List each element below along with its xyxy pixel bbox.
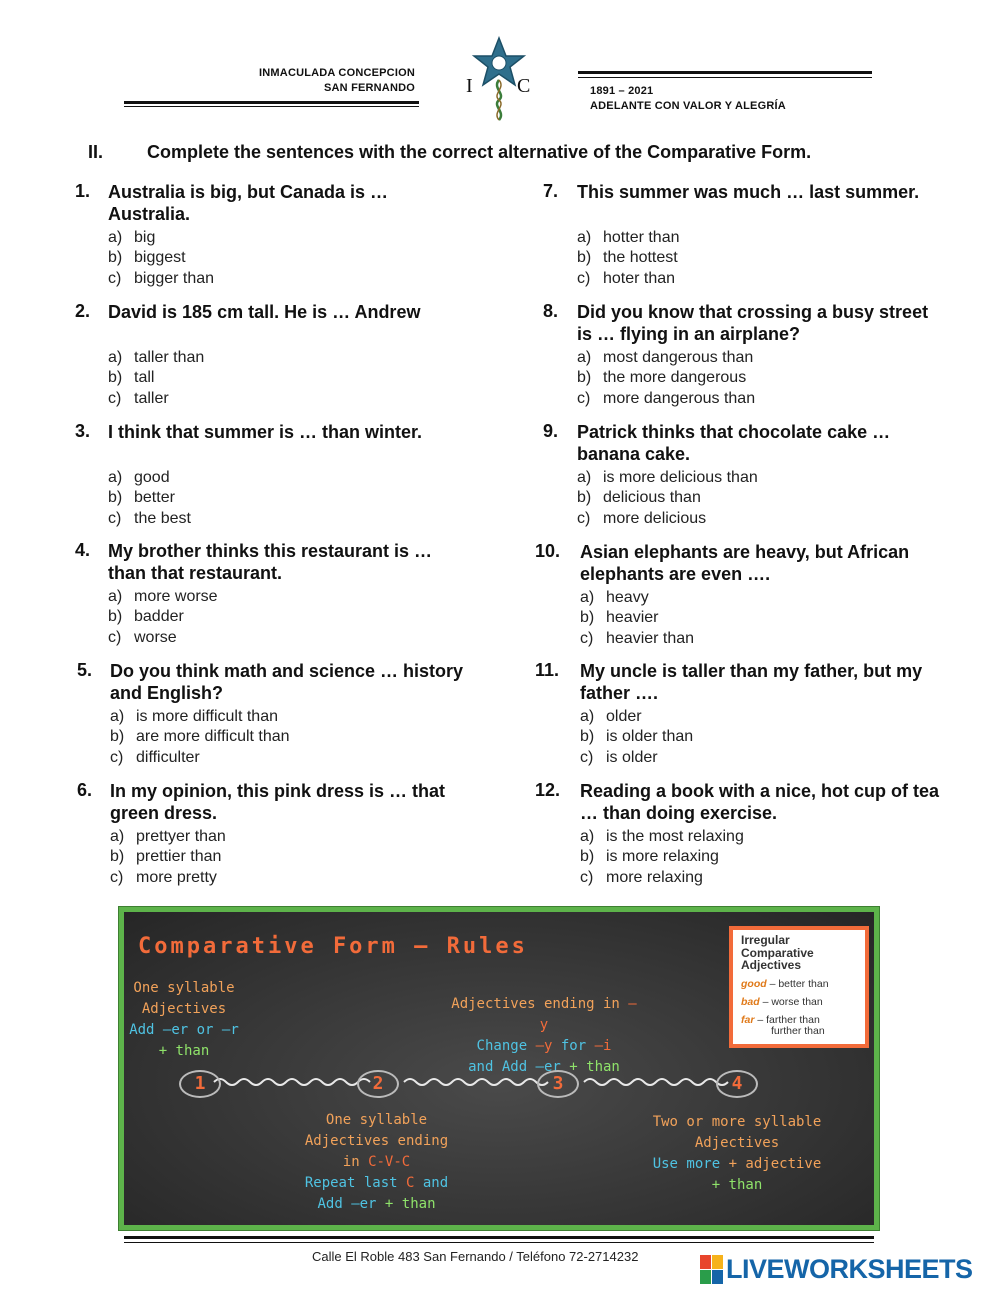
option-text: difficulter: [136, 748, 200, 766]
answer-option[interactable]: [580, 629, 694, 649]
answer-option[interactable]: [110, 868, 226, 888]
liveworksheets-logo-icon: [700, 1254, 724, 1286]
option-letter: b): [108, 369, 123, 387]
answer-options: [580, 588, 694, 649]
option-letter: c): [580, 868, 594, 886]
rule-4-line-1: Two or more syllable: [652, 1114, 822, 1130]
option-letter: c): [577, 509, 591, 527]
option-letter: b): [580, 848, 595, 866]
school-motto-block: [590, 84, 890, 114]
answer-options: [110, 707, 290, 768]
answer-option[interactable]: [108, 368, 204, 388]
answer-option[interactable]: [577, 269, 680, 289]
rule-4-than: + than: [711, 1177, 763, 1193]
option-letter: b): [108, 489, 123, 507]
option-text: more delicious: [603, 509, 707, 527]
step-1-badge: 1: [179, 1070, 221, 1098]
answer-option[interactable]: [577, 228, 680, 248]
answer-option[interactable]: [580, 748, 693, 768]
option-text: heavy: [606, 589, 649, 606]
option-letter: a): [108, 229, 123, 246]
option-text: better: [134, 489, 175, 507]
option-letter: c): [108, 389, 122, 407]
question-stem: Did you know that crossing a busy street is … flying in an airplane?: [577, 302, 929, 344]
school-name: [160, 66, 415, 96]
question-stem: Do you think math and science … history and English?: [110, 661, 464, 703]
option-text: more pretty: [136, 868, 217, 886]
answer-option[interactable]: [108, 488, 191, 508]
answer-option[interactable]: [577, 509, 758, 529]
option-letter: c): [580, 748, 594, 766]
answer-option[interactable]: [580, 707, 693, 727]
option-letter: b): [577, 249, 592, 267]
option-letter: a): [577, 469, 592, 486]
option-text: is more relaxing: [606, 848, 719, 866]
logo-letter-i: I: [466, 75, 473, 97]
school-logo: [462, 36, 536, 122]
rule-3-for: for: [552, 1038, 595, 1054]
answer-option[interactable]: [108, 607, 218, 627]
irregular-adjectives-box: [729, 926, 869, 1048]
option-text: delicious than: [603, 489, 701, 507]
question-number: 9.: [543, 421, 559, 441]
question-number: 8.: [543, 301, 559, 321]
option-text: hoter than: [603, 269, 676, 287]
answer-option[interactable]: [580, 827, 744, 847]
answer-option[interactable]: [580, 608, 694, 628]
footer-rule-thin: [124, 1242, 874, 1243]
rule-3-line-1: Adjectives ending in: [451, 996, 629, 1012]
option-text: heavier: [606, 609, 659, 627]
answer-options: [580, 827, 744, 888]
option-text: prettyer than: [136, 828, 226, 845]
option-text: are more difficult than: [136, 728, 290, 746]
answer-option[interactable]: [110, 707, 290, 727]
rule-2: [289, 1110, 464, 1215]
rule-1-line-3: Add –er or –r: [129, 1022, 239, 1038]
rule-2-cvc: C-V-C: [368, 1154, 411, 1170]
answer-option[interactable]: [108, 269, 214, 289]
answer-option[interactable]: [108, 248, 214, 268]
answer-option[interactable]: [577, 389, 755, 409]
option-letter: a): [110, 708, 125, 725]
answer-option[interactable]: [580, 847, 744, 867]
rule-2-line-1: One syllable: [325, 1112, 428, 1128]
answer-option[interactable]: [110, 847, 226, 867]
question-stem: Reading a book with a nice, hot cup of tea … than doing exercise.: [580, 781, 940, 823]
question-stem: In my opinion, this pink dress is … that green dress.: [110, 781, 446, 823]
option-letter: a): [108, 469, 123, 486]
rule-3-than: + than: [569, 1059, 620, 1075]
rule-3-i: –i: [594, 1038, 612, 1054]
rule-2-c: C: [406, 1175, 415, 1191]
answer-option[interactable]: [110, 727, 290, 747]
option-text: more dangerous than: [603, 389, 756, 407]
rule-3-y: –y: [535, 1038, 553, 1054]
footer-rule: [124, 1236, 874, 1239]
option-letter: c): [108, 628, 122, 646]
option-letter: b): [580, 728, 595, 746]
option-letter: c): [108, 269, 122, 287]
option-text: heavier than: [606, 629, 695, 647]
answer-option[interactable]: [580, 868, 744, 888]
option-text: most dangerous than: [603, 349, 754, 366]
option-letter: a): [580, 708, 595, 725]
step-2-badge: 2: [357, 1070, 399, 1098]
school-line-2: SAN FERNANDO: [323, 82, 415, 94]
question-number: 6.: [77, 780, 93, 800]
rule-2-add: Add –er: [317, 1196, 385, 1212]
rule-1-line-2: Adjectives: [141, 1001, 227, 1017]
rule-4: [642, 1112, 832, 1196]
option-text: the more dangerous: [603, 369, 747, 387]
option-text: worse: [134, 628, 177, 646]
header-rule-right-thin: [578, 77, 872, 78]
option-letter: c): [577, 269, 591, 287]
answer-option[interactable]: [580, 588, 694, 608]
option-text: taller: [134, 389, 169, 407]
rule-2-line-2: Adjectives ending: [304, 1133, 449, 1149]
rule-1-line-4: + than: [158, 1043, 210, 1059]
question-number: 7.: [543, 181, 559, 201]
answer-option[interactable]: [580, 727, 693, 747]
question-stem: Australia is big, but Canada is … Australia.: [108, 182, 389, 224]
answer-option[interactable]: [577, 348, 755, 368]
option-text: bigger than: [134, 269, 215, 287]
school-motto: ADELANTE CON VALOR Y ALEGRÍA: [590, 100, 786, 112]
question-number: 1.: [75, 181, 91, 201]
step-3-badge: 3: [537, 1070, 579, 1098]
answer-option[interactable]: [108, 228, 214, 248]
question-number: 11.: [535, 660, 560, 680]
section-instruction: Complete the sentences with the correct alternative of the Comparative Form.: [147, 142, 812, 162]
question-number: 5.: [77, 660, 93, 680]
option-text: is older: [606, 748, 658, 766]
answer-option[interactable]: [577, 368, 755, 388]
answer-option[interactable]: [108, 348, 204, 368]
option-letter: c): [110, 748, 124, 766]
question-stem: Asian elephants are heavy, but African elephants are even ….: [580, 542, 910, 584]
option-letter: b): [580, 609, 595, 627]
rule-3-add: and Add –er: [468, 1059, 570, 1075]
answer-options: [108, 228, 214, 289]
option-letter: a): [110, 828, 125, 845]
option-letter: b): [108, 608, 123, 626]
rule-2-and: and: [414, 1175, 449, 1191]
option-text: biggest: [134, 249, 186, 267]
option-text: the hottest: [603, 249, 678, 267]
option-letter: b): [110, 728, 125, 746]
school-address: Calle El Roble 483 San Fernando / Teléfono 72-2714232: [312, 1249, 639, 1264]
option-text: is the most relaxing: [606, 828, 744, 845]
option-text: good: [134, 469, 170, 486]
option-letter: b): [577, 369, 592, 387]
option-text: big: [134, 229, 156, 246]
rules-timeline: [164, 1062, 784, 1102]
rule-2-than: + than: [384, 1196, 436, 1212]
answer-option[interactable]: [108, 389, 204, 409]
rule-2-repeat: Repeat last: [304, 1175, 406, 1191]
rule-4-line-2: Adjectives: [694, 1135, 780, 1151]
option-letter: a): [108, 349, 123, 366]
option-letter: a): [577, 349, 592, 366]
option-text: the best: [134, 509, 191, 527]
option-text: is older than: [606, 728, 694, 746]
irregular-far: far – farther than: [741, 1013, 820, 1026]
question-stem: Patrick thinks that chocolate cake … banana cake.: [577, 422, 891, 464]
answer-options: [580, 707, 693, 768]
option-letter: c): [110, 868, 124, 886]
header-rule-left: [124, 101, 419, 104]
question-number: 4.: [75, 540, 91, 560]
option-letter: a): [577, 229, 592, 246]
option-text: prettier than: [136, 848, 222, 866]
option-text: more relaxing: [606, 868, 703, 886]
school-line-1: INMACULADA CONCEPCION: [259, 67, 415, 79]
rule-4-use-more: Use more: [652, 1156, 729, 1172]
irregular-title: Irregular Comparative Adjectives: [741, 933, 814, 972]
option-text: hotter than: [603, 229, 680, 246]
answer-options: [577, 228, 680, 289]
option-letter: c): [108, 509, 122, 527]
irregular-far-alt: further than: [771, 1024, 825, 1037]
answer-options: [110, 827, 226, 888]
answer-option[interactable]: [110, 748, 290, 768]
comparative-rules-board: [119, 907, 879, 1230]
question-number: 12.: [535, 780, 561, 800]
answer-option[interactable]: [110, 827, 226, 847]
option-text: is more difficult than: [136, 708, 278, 725]
answer-option[interactable]: [577, 468, 758, 488]
question-number: 2.: [75, 301, 91, 321]
option-text: more worse: [134, 588, 218, 605]
rule-3-suffix-y: –y: [539, 996, 637, 1033]
header-rule-left-thin: [124, 106, 419, 107]
logo-letter-c: C: [517, 75, 531, 97]
rule-1-line-1: One syllable: [133, 980, 235, 996]
school-years: 1891 – 2021: [590, 85, 654, 97]
option-letter: b): [108, 249, 123, 267]
liveworksheets-brand: LIVEWORKSHEETS: [726, 1254, 973, 1284]
option-text: older: [606, 708, 642, 725]
irregular-good: good – better than: [741, 977, 829, 990]
option-letter: b): [110, 848, 125, 866]
board-title: Comparative Form – Rules: [138, 934, 528, 959]
rule-4-adjective: + adjective: [728, 1156, 822, 1172]
step-4-badge: 4: [716, 1070, 758, 1098]
answer-option[interactable]: [108, 628, 218, 648]
option-letter: c): [577, 389, 591, 407]
option-letter: b): [577, 489, 592, 507]
header-rule-right: [578, 71, 872, 74]
question-stem: My brother thinks this restaurant is … than that restaurant.: [108, 541, 433, 583]
question-number: 10.: [535, 541, 561, 561]
answer-option[interactable]: [108, 587, 218, 607]
option-letter: c): [580, 629, 594, 647]
question-stem: My uncle is taller than my father, but my father ….: [580, 661, 923, 703]
question-stem: David is 185 cm tall. He is … Andrew: [108, 302, 421, 322]
option-letter: a): [580, 828, 595, 845]
answer-option[interactable]: [108, 509, 191, 529]
option-text: badder: [134, 608, 184, 626]
answer-option[interactable]: [577, 488, 758, 508]
answer-options: [108, 468, 191, 529]
rule-1: [124, 978, 244, 1062]
option-text: is more delicious than: [603, 469, 758, 486]
rule-3-change: Change: [476, 1038, 536, 1054]
answer-options: [108, 587, 218, 648]
option-text: tall: [134, 369, 155, 387]
question-stem: I think that summer is … than winter.: [108, 422, 423, 442]
section-number: II.: [88, 142, 104, 162]
question-stem: This summer was much … last summer.: [577, 182, 920, 202]
question-number: 3.: [75, 421, 91, 441]
rule-2-in: in: [342, 1154, 369, 1170]
answer-option[interactable]: [108, 468, 191, 488]
answer-option[interactable]: [577, 248, 680, 268]
irregular-bad: bad – worse than: [741, 995, 823, 1008]
answer-options: [108, 348, 204, 409]
answer-options: [577, 468, 758, 529]
option-letter: a): [108, 588, 123, 605]
answer-options: [577, 348, 755, 409]
option-letter: a): [580, 589, 595, 606]
option-text: taller than: [134, 349, 205, 366]
